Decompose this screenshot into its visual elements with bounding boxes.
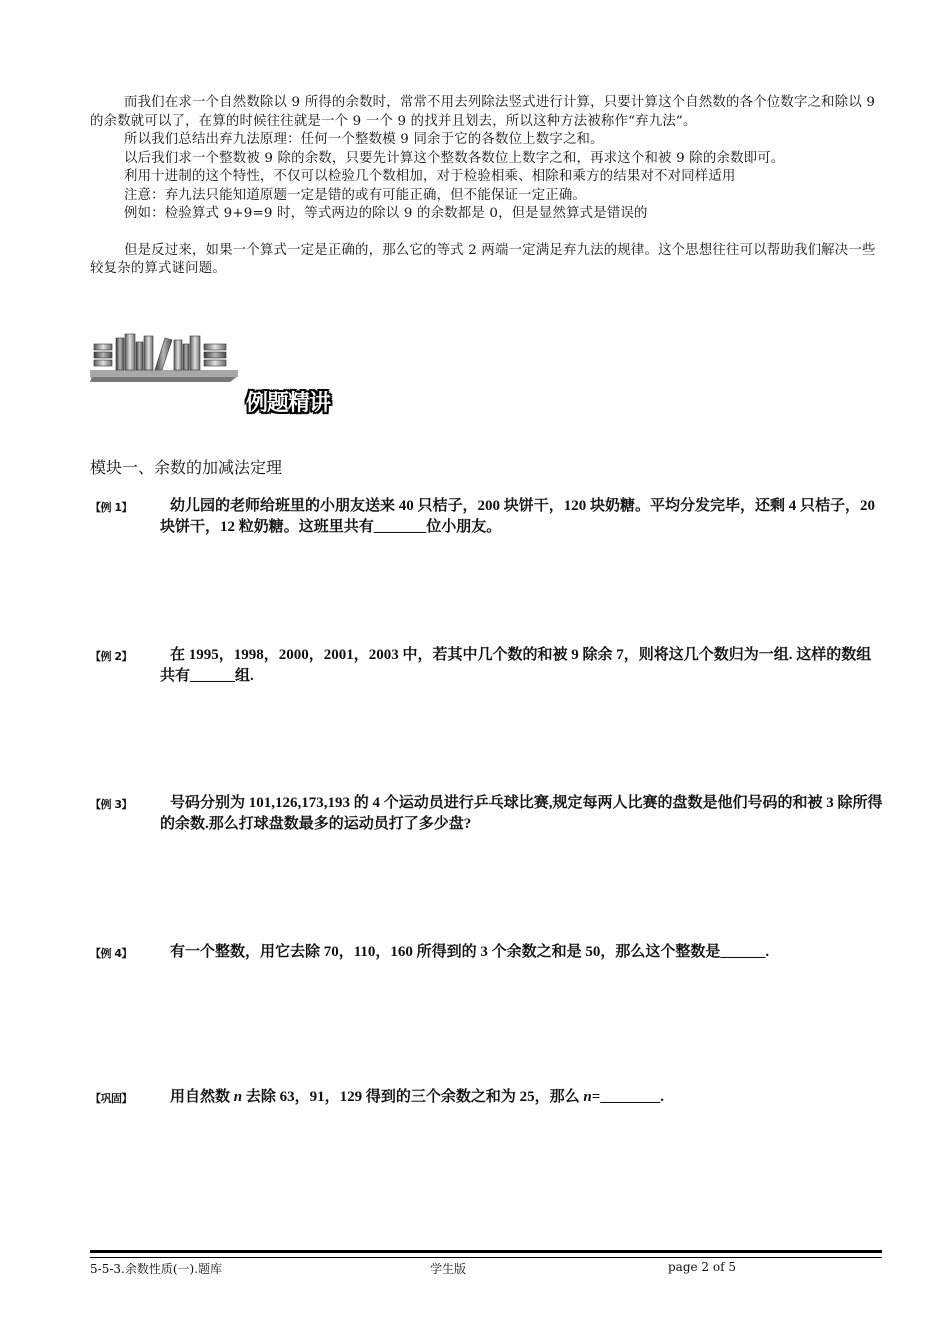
problem-item xyxy=(90,645,885,687)
problem-item xyxy=(90,942,885,963)
problem-text-part: 用自然数 xyxy=(170,1089,234,1105)
intro-paragraph: 以后我们求一个整数被 9 除的余数，只要先计算这个整数各数位上数字之和，再求这个和被 9 除的余数即可。 xyxy=(124,150,785,166)
variable-n: n xyxy=(233,1089,243,1105)
problem-text: 在 1995，1998，2000，2001，2003 中，若其中几个数的和被 9 除余 7，则将这几个数归为一组. 这样的数组共有______组. xyxy=(160,647,872,684)
problem-item xyxy=(90,793,885,835)
problem-text-part: =________. xyxy=(591,1089,665,1105)
footer-rule xyxy=(90,1250,882,1258)
problem-item xyxy=(90,496,885,538)
intro-paragraph: 利用十进制的这个特性，不仅可以检验几个数相加，对于检验相乘、相除和乘方的结果对不对同样适用 xyxy=(124,169,736,184)
problem-tag: 【例 2】 xyxy=(90,650,132,663)
problem-item xyxy=(90,1087,885,1108)
problem-text: 有一个整数，用它去除 70，110，160 所得到的 3 个余数之和是 50，那么这个整数是______. xyxy=(170,944,770,960)
bookshelf-banner-icon xyxy=(90,330,240,382)
footer-page-number: page 2 of 5 xyxy=(668,1260,736,1274)
module-title: 模块一、余数的加减法定理 xyxy=(90,458,283,477)
problem-tag: 【例 4】 xyxy=(90,947,132,960)
intro-paragraph: 而我们在求一个自然数除以 9 所得的余数时，常常不用去列除法竖式进行计算，只要计算这个自然数的各个位数字之和除以 9 的余数就可以了，在算的时候往往就是一个 9 一个 9 的找并且划去，所以这种方法被称作“弃九法”。 xyxy=(90,95,876,129)
intro-paragraph: 例如：检验算式 9+9=9 时，等式两边的除以 9 的余数都是 0，但是显然算式是错误的 xyxy=(124,206,648,221)
section-title: 例题精讲 xyxy=(246,391,331,416)
problem-tag: 【例 3】 xyxy=(90,798,132,811)
intro-paragraph: 注意：弃九法只能知道原题一定是错的或有可能正确，但不能保证一定正确。 xyxy=(124,187,587,203)
footer-source: 5-5-3.余数性质(一).题库 xyxy=(90,1262,223,1276)
footer-edition: 学生版 xyxy=(430,1262,467,1276)
problem-text xyxy=(160,1087,885,1108)
problem-text: 幼儿园的老师给班里的小朋友送来 40 只桔子，200 块饼干，120 块奶糖。平均分发完毕，还剩 4 只桔子，20 块饼干，12 粒奶糖。这班里共有_______位小朋友。 xyxy=(160,498,876,535)
problem-tag: 【例 1】 xyxy=(90,501,132,514)
problem-text-part: 去除 63，91，129 得到的三个余数之和为 25，那么 xyxy=(242,1089,584,1105)
variable-n: n xyxy=(583,1089,592,1105)
intro-paragraph: 所以我们总结出弃九法原理：任何一个整数模 9 同余于它的各数位上数字之和。 xyxy=(124,132,604,147)
problem-text: 号码分别为 101,126,173,193 的 4 个运动员进行乒乓球比赛,规定每两人比赛的盘数是他们号码的和被 3 除所得的余数.那么打球盘数最多的运动员打了多少盘? xyxy=(160,795,883,832)
intro-paragraph: 但是反过来，如果一个算式一定是正确的，那么它的等式 2 两端一定满足弃九法的规律。这个思想往往可以帮助我们解决一些较复杂的算式谜问题。 xyxy=(90,242,876,276)
intro-text xyxy=(90,94,882,279)
problem-tag: 【巩固】 xyxy=(90,1092,132,1105)
